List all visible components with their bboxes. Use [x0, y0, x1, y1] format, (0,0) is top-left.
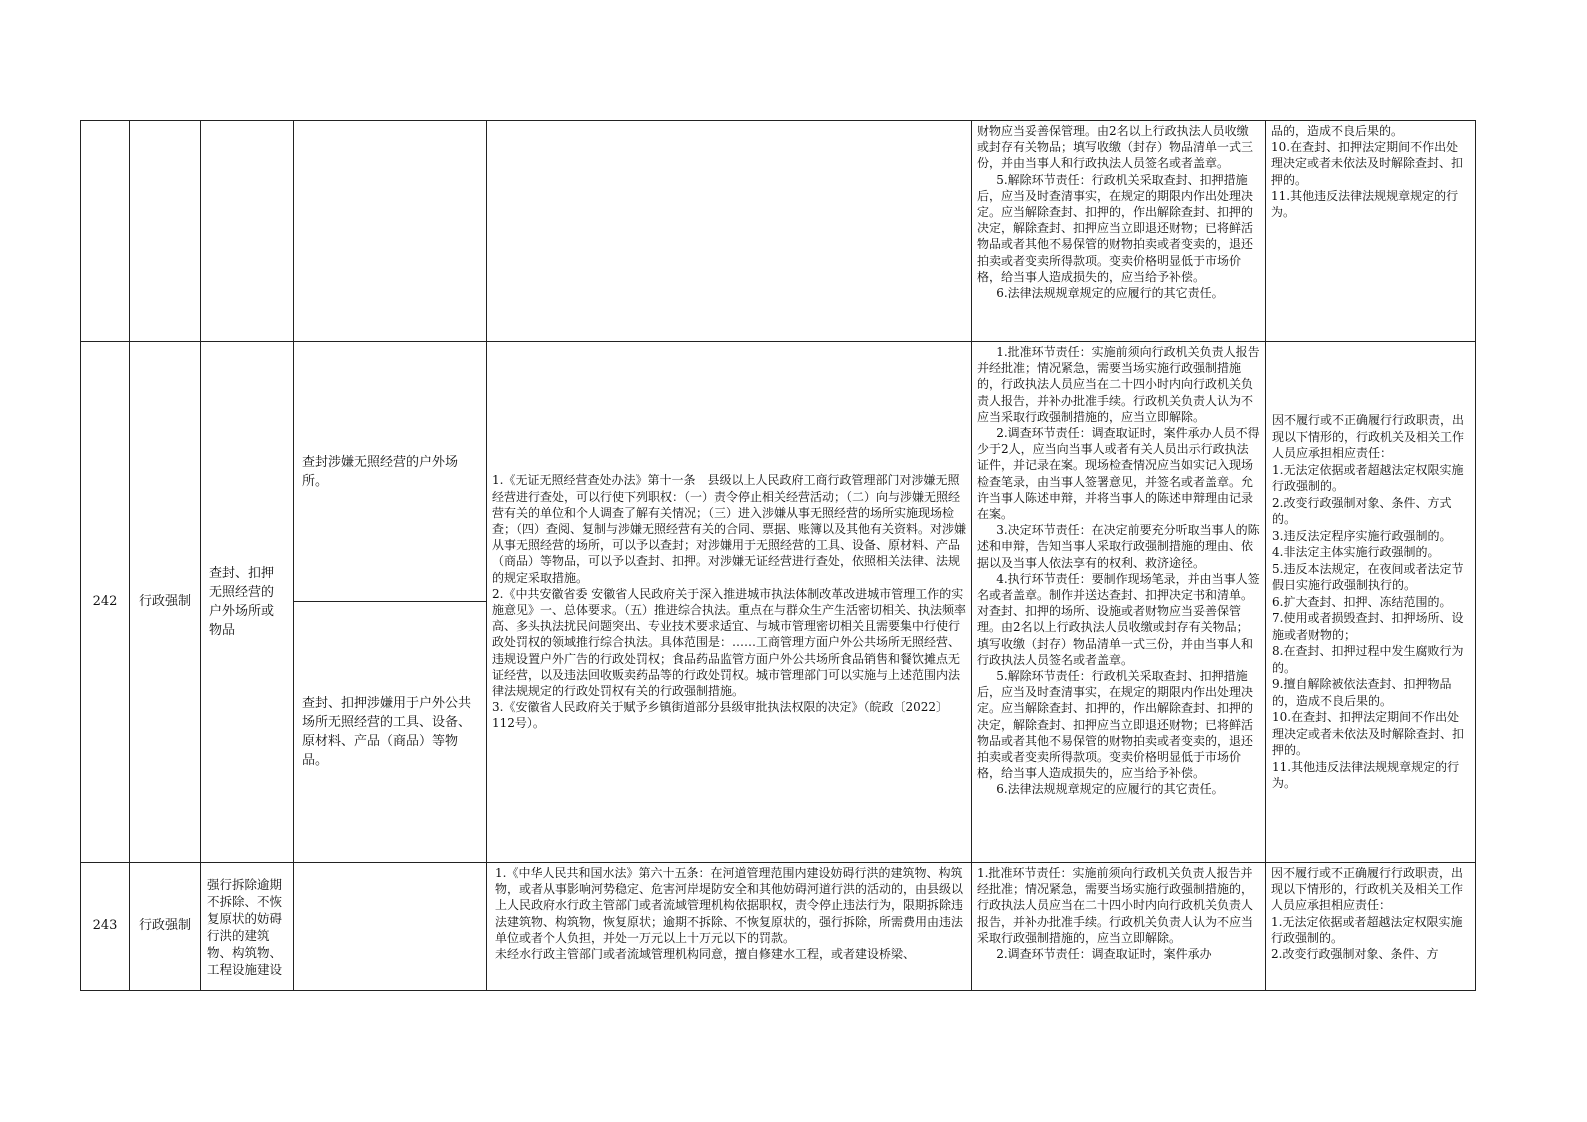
step-paragraph: 1.批准环节责任：实施前须向行政机关负责人报告并经批准；情况紧急，需要当场实施行政强制措施的，行政执法人员应当在二十四小时内向行政机关负责人报告，并补办批准手续。行政机关负责人认为不应当采取行政强制措施的，应当立即解除。	[977, 866, 1254, 945]
step-paragraph: 2.调查环节责任：调查取证时，案件承办	[996, 947, 1212, 962]
number-cell	[81, 121, 130, 342]
accountability-line: 8.在查封、扣押过程中发生腐败行为的。	[1272, 644, 1464, 675]
step-paragraph: 6.法律法规规章规定的应履行的其它责任。	[996, 782, 1224, 797]
accountability-line: 因不履行或不正确履行行政职责，出现以下情形的，行政机关及相关工作人员应承担相应责任：	[1271, 866, 1464, 913]
accountability-line: 10.在查封、扣押法定期间不作出处理决定或者未依法及时解除查封、扣押的。	[1271, 140, 1464, 187]
accountability-line: 5.违反本法规定，在夜间或者法定节假日实施行政强制执行的。	[1272, 561, 1464, 593]
basis-paragraph: 1.《无证无照经营查处办法》第十一条 县级以上人民政府工商行政管理部门对涉嫌无照经营进行查处，可以行使下列职权：（一）责令停止相关经营活动；（二）向与涉嫌无照经营有关的单位和个人调查了解有关情况；（三）进入涉嫌从事无照经营的场所实施现场检查；（四）查阅、复制与涉嫌无照经营有关的合同、票据、账簿以及其他有关资料。对涉嫌从事无照经营的场所，可以予以查封；对涉嫌用于无照经营的工具、设备、原材料、产品（商品）等物品，可以予以查封、扣押。对涉嫌无证经营进行查处，依照相关法律、法规的规定采取措施。	[492, 473, 967, 585]
item-cell	[201, 121, 294, 342]
basis-paragraph: 未经水行政主管部门或者流域管理机构同意，擅自修建水工程，或者建设桥梁、	[495, 947, 916, 962]
responsibility-table	[80, 120, 1476, 991]
accountability-line: 4.非法定主体实施行政强制的。	[1272, 545, 1440, 560]
accountability-cell	[1266, 121, 1476, 342]
table-row-242	[81, 342, 1476, 602]
sub-item-cell	[294, 121, 487, 342]
number-cell: 242	[81, 342, 130, 863]
accountability-line: 2.改变行政强制对象、条件、方	[1271, 947, 1439, 962]
step-paragraph: 4.执行环节责任：要制作现场笔录，并由当事人签名或者盖章。制作并送达查封、扣押决定书和清单。对查封、扣押的场所、设施或者财物应当妥善保管理。由2名以上行政执法人员收缴或封存有关物品；填写收缴（封存）物品清单一式三份，并由当事人和行政执法人员签名或者盖章。	[977, 571, 1260, 667]
steps-cell	[972, 342, 1266, 863]
table-row-continued	[81, 121, 1476, 342]
step-paragraph: 2.调查环节责任：调查取证时，案件承办人员不得少于2人，应当向当事人或者有关人员出示行政执法证件，并记录在案。现场检查情况应当如实记入现场检查笔录，由当事人签署意见，并签名或者盖章。允许当事人陈述申辩，并将当事人的陈述申辩理由记录在案。	[977, 426, 1260, 522]
basis-paragraph: 3.《安徽省人民政府关于赋予乡镇街道部分县级审批执法权限的决定》（皖政〔2022〕112号）。	[492, 700, 948, 731]
step-paragraph: 6.法律法规规章规定的应履行的其它责任。	[996, 286, 1224, 301]
basis-paragraph: 2.《中共安徽省委 安徽省人民政府关于深入推进城市执法体制改革改进城市管理工作的实施意见》一、总体要求。（五）推进综合执法。重点在与群众生产生活密切相关、执法频率高、多头执法扰民问题突出、专业技术要求适宜、与城市管理密切相关且需要集中行使行政处罚权的领域推行综合执法。具体范围是：……工商管理方面户外公共场所无照经营、违规设置户外广告的行政处罚权；食品药品监管方面户外公共场所食品销售和餐饮摊点无证经营，以及违法回收贩卖药品等的行政处罚权。城市管理部门可以实施与上述范围内法律法规规定的行政处罚权有关的行政强制措施。	[492, 586, 967, 699]
item-cell: 查封、扣押无照经营的户外场所或物品	[201, 342, 294, 863]
accountability-line: 1.无法定依据或者超越法定权限实施行政强制的。	[1272, 462, 1464, 494]
accountability-cell	[1266, 863, 1476, 991]
sub-item-cell: 查封涉嫌无照经营的户外场所。	[294, 342, 487, 602]
step-paragraph: 财物应当妥善保管理。由2名以上行政执法人员收缴或封存有关物品；填写收缴（封存）物品清单一式三份，并由当事人和行政执法人员签名或者盖章。	[977, 124, 1254, 171]
item-cell: 强行拆除逾期不拆除、不恢复原状的妨碍行洪的建筑物、构筑物、工程设施建设	[201, 863, 294, 991]
accountability-line: 6.扩大查封、扣押、冻结范围的。	[1272, 594, 1452, 609]
table-row-243	[81, 863, 1476, 991]
basis-cell	[487, 863, 972, 991]
step-paragraph: 5.解除环节责任：行政机关采取查封、扣押措施后，应当及时查清事实，在规定的期限内作出处理决定。应当解除查封、扣押的，作出解除查封、扣押的决定，解除查封、扣押应当立即退还财物；已将鲜活物品或者其他不易保管的财物拍卖或者变卖的，退还拍卖或者变卖所得款项。变卖价格明显低于市场价格，给当事人造成损失的，应当给予补偿。	[977, 669, 1254, 781]
sub-item-cell	[294, 863, 487, 991]
step-paragraph: 5.解除环节责任：行政机关采取查封、扣押措施后，应当及时查清事实，在规定的期限内作出处理决定。应当解除查封、扣押的，作出解除查封、扣押的决定，解除查封、扣押应当立即退还财物；已将鲜活物品或者其他不易保管的财物拍卖或者变卖的，退还拍卖或者变卖所得款项。变卖价格明显低于市场价格，给当事人造成损失的，应当给予补偿。	[977, 172, 1254, 284]
accountability-line: 9.擅自解除被依法查封、扣押物品的，造成不良后果的。	[1272, 677, 1452, 708]
category-cell	[130, 121, 201, 342]
accountability-line: 因不履行或不正确履行行政职责，出现以下情形的，行政机关及相关工作人员应承担相应责任：	[1272, 413, 1465, 461]
accountability-line: 10.在查封、扣押法定期间不作出处理决定或者未依法及时解除查封、扣押的。	[1272, 710, 1465, 758]
steps-cell	[972, 863, 1266, 991]
accountability-cell	[1266, 342, 1476, 863]
steps-cell	[972, 121, 1266, 342]
basis-paragraph: 1.《中华人民共和国水法》第六十五条：在河道管理范围内建设妨碍行洪的建筑物、构筑物，或者从事影响河势稳定、危害河岸堤防安全和其他妨碍河道行洪的活动的，由县级以上人民政府水行政主管部门或者流域管理机构依据职权，责令停止违法行为，限期拆除违法建筑物、构筑物，恢复原状；逾期不拆除、不恢复原状的，强行拆除，所需费用由违法单位或者个人负担，并处一万元以上十万元以下的罚款。	[495, 866, 964, 945]
accountability-line: 2.改变行政强制对象、条件、方式的。	[1272, 495, 1452, 527]
accountability-line: 11.其他违反法律法规规章规定的行为。	[1271, 188, 1459, 220]
sub-item-cell: 查封、扣押涉嫌用于户外公共场所无照经营的工具、设备、原材料、产品（商品）等物品。	[294, 602, 487, 863]
category-cell: 行政强制	[130, 342, 201, 863]
accountability-line: 1.无法定依据或者超越法定权限实施行政强制的。	[1271, 914, 1463, 945]
basis-cell	[487, 121, 972, 342]
step-paragraph: 1.批准环节责任：实施前须向行政机关负责人报告并经批准；情况紧急，需要当场实施行政强制措施的，行政执法人员应当在二十四小时内向行政机关负责人报告，并补办批准手续。行政机关负责人认为不应当采取行政强制措施的，应当立即解除。	[977, 345, 1260, 424]
accountability-line: 品的，造成不良后果的。	[1271, 124, 1404, 138]
accountability-line: 7.使用或者损毁查封、扣押场所、设施或者财物的；	[1272, 611, 1464, 642]
basis-cell	[487, 342, 972, 863]
step-paragraph: 3.决定环节责任：在决定前要充分听取当事人的陈述和申辩，告知当事人采取行政强制措施的理由、依据以及当事人依法享有的权利、救济途径。	[977, 523, 1260, 570]
number-cell: 243	[81, 863, 130, 991]
category-cell: 行政强制	[130, 863, 201, 991]
accountability-line: 11.其他违反法律法规规章规定的行为。	[1272, 759, 1460, 791]
accountability-line: 3.违反法定程序实施行政强制的。	[1272, 528, 1452, 543]
